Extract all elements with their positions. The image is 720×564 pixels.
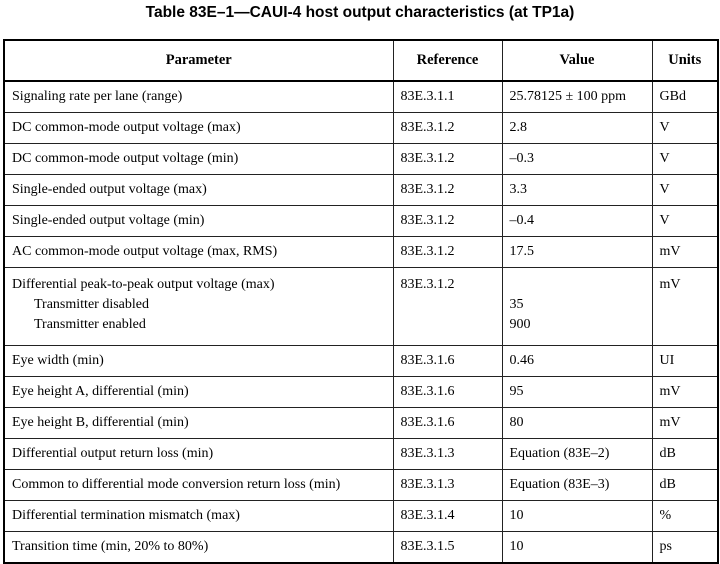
value-cell: 10: [502, 501, 652, 532]
reference-cell: 83E.3.1.2: [393, 144, 502, 175]
parameter-cell: Single-ended output voltage (max): [4, 175, 393, 206]
parameter-cell: Eye height A, differential (min): [4, 377, 393, 408]
parameter-cell: Common to differential mode conversion return loss (min): [4, 470, 393, 501]
parameter-main-label: Differential peak-to-peak output voltage (max): [12, 277, 275, 292]
value-cell: [502, 268, 652, 346]
parameter-cell: DC common-mode output voltage (max): [4, 113, 393, 144]
parameter-cell: Signaling rate per lane (range): [4, 81, 393, 113]
parameter-cell: Eye height B, differential (min): [4, 408, 393, 439]
sub-value: 35: [509, 297, 524, 312]
parameter-cell: Differential termination mismatch (max): [4, 501, 393, 532]
units-cell: [652, 268, 718, 346]
value-cell: 0.46: [502, 346, 652, 377]
units-cell: mV: [652, 408, 718, 439]
table-row: [4, 175, 718, 206]
table-row: [4, 81, 718, 113]
reference-cell: 83E.3.1.2: [393, 113, 502, 144]
header-value: Value: [502, 40, 652, 81]
value-cell: 2.8: [502, 113, 652, 144]
table-caption: Table 83E–1—CAUI-4 host output characteristics (at TP1a): [145, 4, 575, 21]
reference-cell: 83E.3.1.3: [393, 470, 502, 501]
sub-value: 900: [509, 317, 531, 332]
reference-cell: 83E.3.1.6: [393, 346, 502, 377]
reference-cell: 83E.3.1.4: [393, 501, 502, 532]
parameter-cell: Eye width (min): [4, 346, 393, 377]
parameter-cell: Single-ended output voltage (min): [4, 206, 393, 237]
table-row: [4, 532, 718, 564]
units-cell: mV: [652, 377, 718, 408]
table-row: [4, 470, 718, 501]
value-cell: –0.3: [502, 144, 652, 175]
units-cell: V: [652, 175, 718, 206]
units-cell: GBd: [652, 81, 718, 113]
table-row: [4, 268, 718, 346]
value-cell: 80: [502, 408, 652, 439]
table-row: [4, 206, 718, 237]
table-row: [4, 501, 718, 532]
parameter-cell: DC common-mode output voltage (min): [4, 144, 393, 175]
header-units: Units: [652, 40, 718, 81]
table-row: [4, 408, 718, 439]
value-cell: Equation (83E–2): [502, 439, 652, 470]
sub-parameter-label: Transmitter enabled: [34, 317, 146, 332]
units-cell: V: [652, 144, 718, 175]
reference-cell: 83E.3.1.5: [393, 532, 502, 564]
reference-cell: 83E.3.1.3: [393, 439, 502, 470]
units-label: mV: [659, 277, 681, 292]
value-cell: 10: [502, 532, 652, 564]
value-cell: 17.5: [502, 237, 652, 268]
reference-cell: 83E.3.1.1: [393, 81, 502, 113]
reference-cell: 83E.3.1.6: [393, 377, 502, 408]
parameter-cell: Transition time (min, 20% to 80%): [4, 532, 393, 564]
reference-cell: 83E.3.1.6: [393, 408, 502, 439]
table-row: [4, 377, 718, 408]
value-cell: 3.3: [502, 175, 652, 206]
parameter-cell: Differential output return loss (min): [4, 439, 393, 470]
units-cell: V: [652, 206, 718, 237]
units-cell: dB: [652, 470, 718, 501]
units-cell: UI: [652, 346, 718, 377]
reference-cell: 83E.3.1.2: [393, 237, 502, 268]
units-cell: %: [652, 501, 718, 532]
value-cell: 25.78125 ± 100 ppm: [502, 81, 652, 113]
table-row: [4, 113, 718, 144]
reference-cell: [393, 268, 502, 346]
table-row: [4, 237, 718, 268]
units-cell: dB: [652, 439, 718, 470]
value-cell: –0.4: [502, 206, 652, 237]
value-spacer: [510, 275, 645, 295]
table-row: [4, 439, 718, 470]
reference-cell: 83E.3.1.2: [393, 206, 502, 237]
units-cell: ps: [652, 532, 718, 564]
value-cell: Equation (83E–3): [502, 470, 652, 501]
header-reference: Reference: [393, 40, 502, 81]
sub-parameter-label: Transmitter disabled: [34, 297, 149, 312]
table-row: [4, 346, 718, 377]
value-cell: 95: [502, 377, 652, 408]
header-row: [4, 40, 718, 81]
characteristics-table: [3, 39, 719, 564]
units-cell: V: [652, 113, 718, 144]
table-row: [4, 144, 718, 175]
header-parameter: Parameter: [4, 40, 393, 81]
reference-cell: 83E.3.1.2: [393, 175, 502, 206]
parameter-cell: AC common-mode output voltage (max, RMS): [4, 237, 393, 268]
parameter-cell: [4, 268, 393, 346]
reference-label: 83E.3.1.2: [400, 277, 455, 292]
units-cell: mV: [652, 237, 718, 268]
